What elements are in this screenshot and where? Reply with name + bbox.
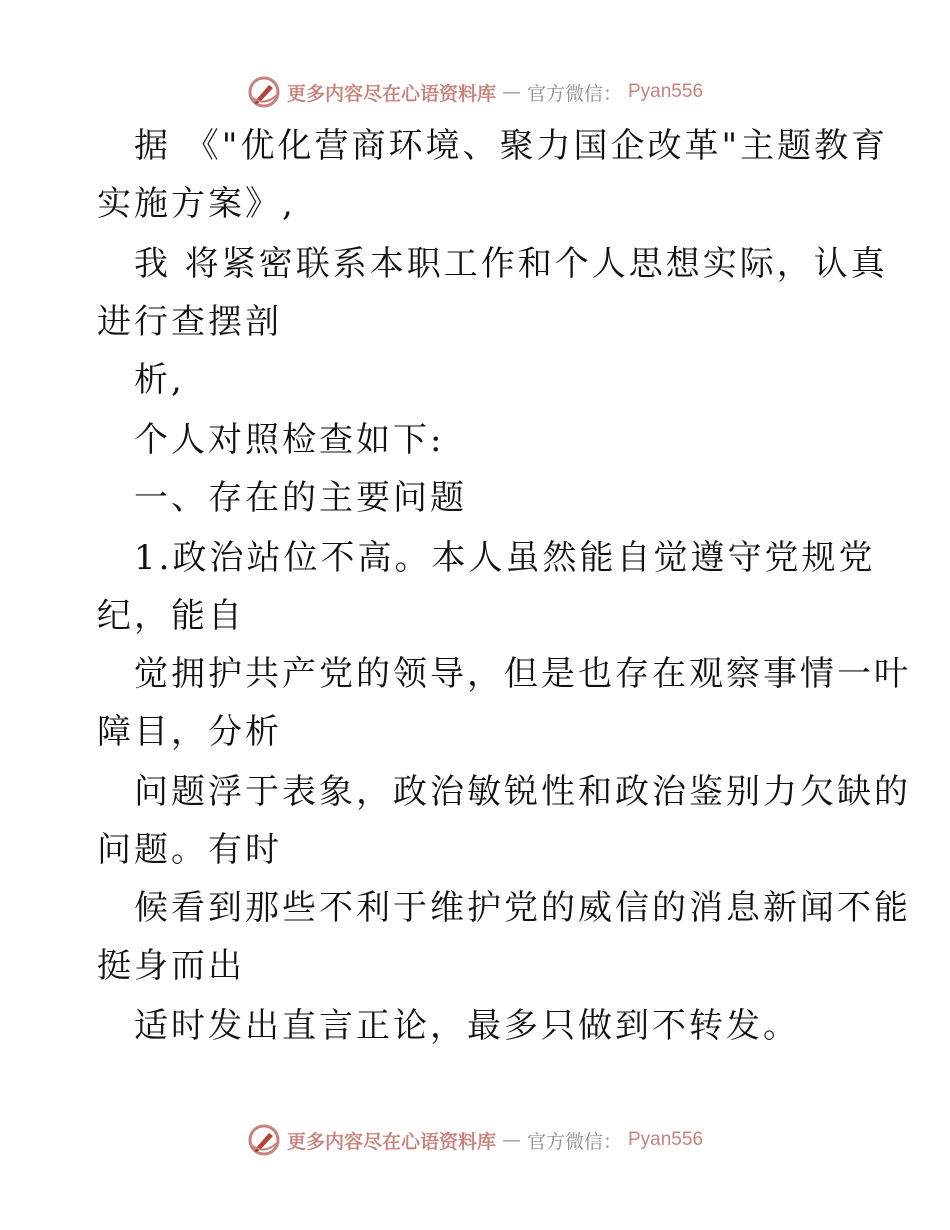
section-heading: 一、存在的主要问题 [134, 478, 467, 518]
wechat-id: Pyan556 [628, 1129, 704, 1150]
wechat-label: 官方微信： [526, 1130, 622, 1153]
text-line: 挺身而出 [97, 946, 245, 986]
promo-text: 更多内容尽在心语资料库 [286, 1130, 496, 1153]
footer-watermark-banner [0, 1120, 950, 1160]
text-line: 进行查摆剖 [97, 302, 282, 342]
pen-circle-icon [247, 1123, 281, 1157]
header-watermark-banner [0, 72, 950, 112]
text-line: 我 将紧密联系本职工作和个人思想实际，认真 [134, 244, 888, 284]
pen-circle-icon [247, 75, 281, 109]
text-line: 问题浮于表象，政治敏锐性和政治鉴别力欠缺的 [134, 772, 911, 812]
promo-text: 更多内容尽在心语资料库 [286, 82, 496, 105]
text-line: 候看到那些不利于维护党的威信的消息新闻不能 [134, 888, 911, 928]
text-line: 1.政治站位不高。本人虽然能自觉遵守党规党 [134, 538, 876, 578]
wechat-label: 官方微信： [526, 82, 622, 105]
text-line: 析, [134, 360, 185, 400]
text-line: 适时发出直言正论，最多只做到不转发。 [134, 1006, 800, 1046]
text-line: 纪，能自 [97, 596, 245, 636]
text-line: 个人对照检查如下: [134, 420, 445, 460]
text-line: 障目，分析 [97, 712, 282, 752]
text-line: 问题。有时 [97, 830, 282, 870]
wechat-id: Pyan556 [628, 81, 704, 102]
separator: — [501, 81, 521, 103]
text-line: 据 《"优化营商环境、聚力国企改革"主题教育 [134, 126, 889, 166]
text-line: 实施方案》, [97, 184, 296, 224]
text-line: 觉拥护共产党的领导，但是也存在观察事情一叶 [134, 654, 911, 694]
separator: — [501, 1129, 521, 1151]
